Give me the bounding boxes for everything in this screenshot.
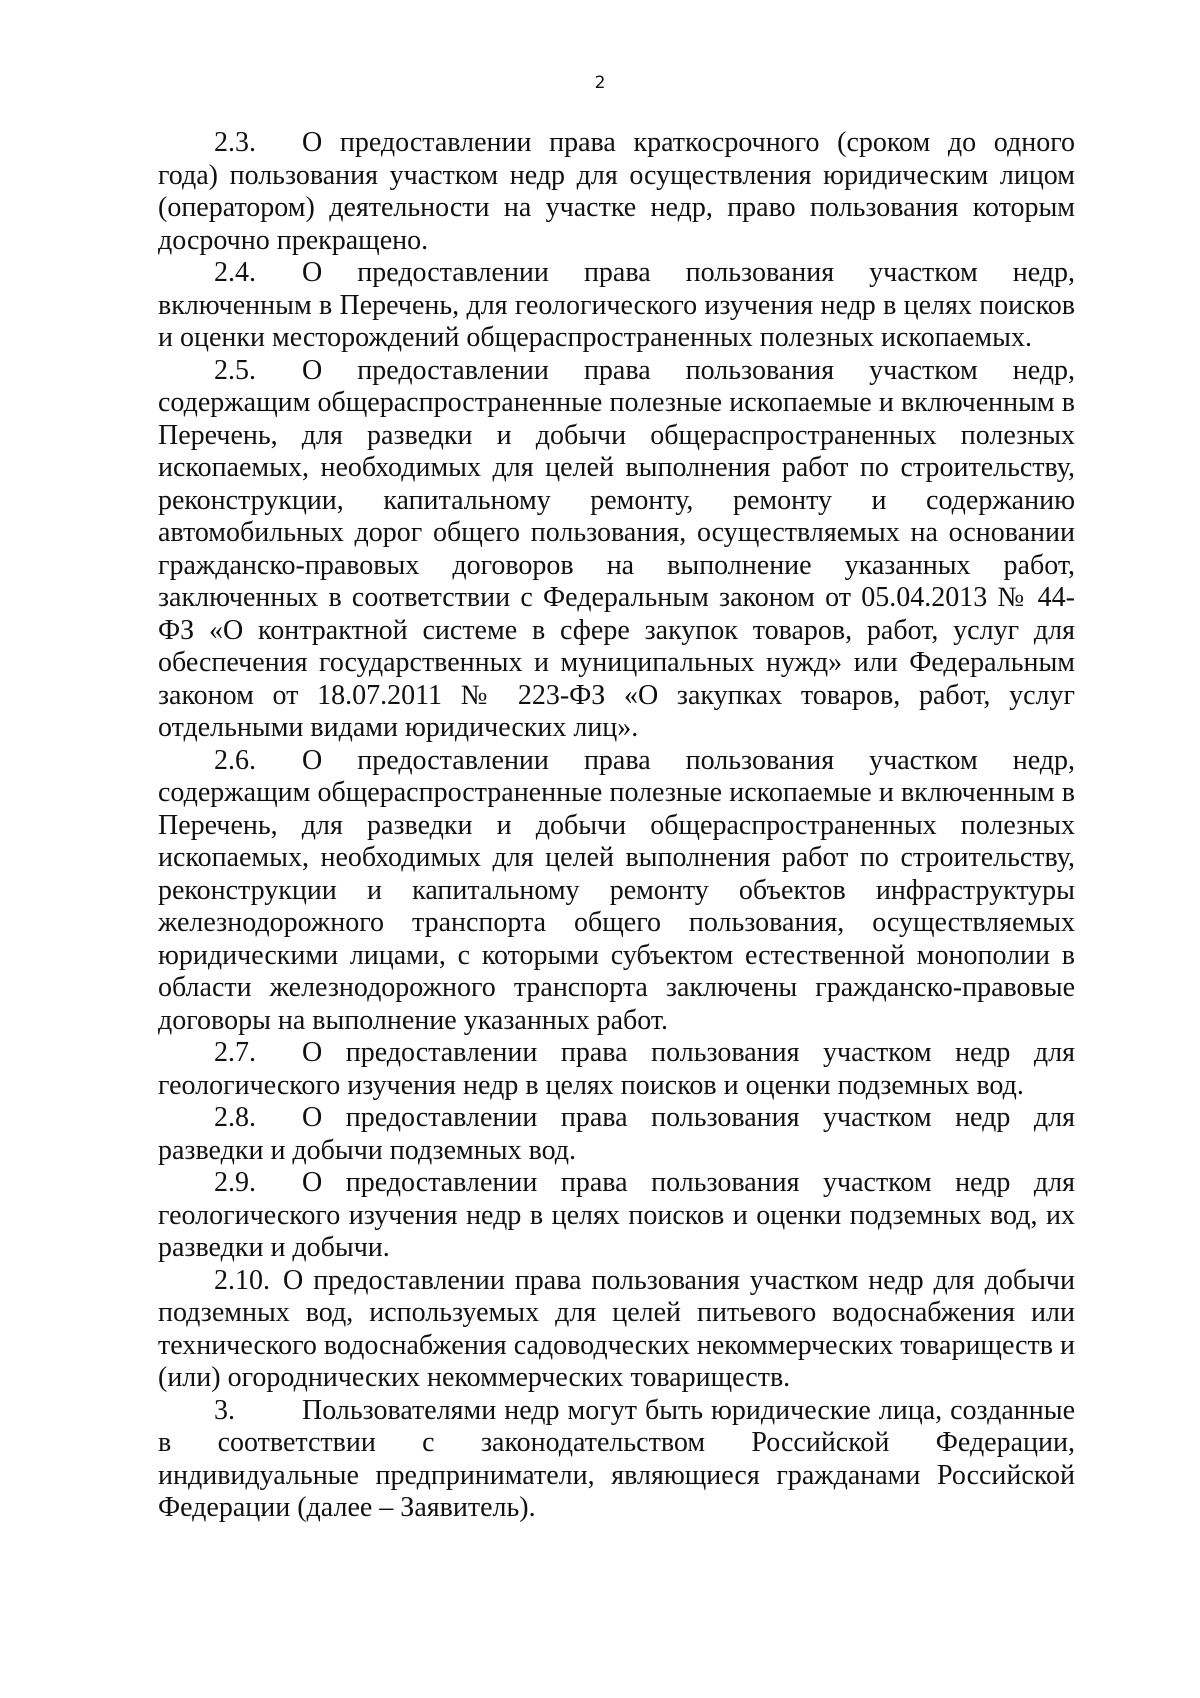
clause-number: 2.6. xyxy=(214,744,256,776)
clause-text: О предоставлении права краткосрочного (сроком до одного года) пользования участком недр для осуществления юридическим лицом (оператором) деятельности на участке недр, право пользования которым досрочно прекращено. xyxy=(158,127,1075,256)
clause-2-10 xyxy=(158,1265,1075,1395)
clause-number: 2.4. xyxy=(214,257,256,288)
clause-2-3 xyxy=(158,127,1075,257)
clause-text: О предоставлении права пользования участком недр для геологического изучения недр в целях поисков и оценки подземных вод, их разведки и добычи. xyxy=(158,1167,1075,1263)
clause-text: О предоставлении права пользования участком недр для разведки и добычи подземных вод. xyxy=(158,1102,1075,1166)
clause-number: 2.9. xyxy=(214,1167,256,1198)
clause-number: 3. xyxy=(214,1394,235,1426)
document-body xyxy=(158,127,1075,1525)
clause-text: О предоставлении права пользования участком недр, содержащим общераспространенные полезные ископаемые и включенным в Перечень, для разведки и добычи общераспространенных полезных ископаемых, необходимых для целей выполнения работ по строительству, реконструкции и капитальному ремонту объектов инфраструктуры железнодорожного транспорта общего пользования, осуществляемых юридическими лицами, с которыми субъектом естественной монополии в области железнодорожного транспорта заключены гражданско-правовые договоры на выполнение указанных работ. xyxy=(158,744,1075,1036)
clause-text: Пользователями недр могут быть юридические лица, созданные в соответствии с законодательством Российской Федерации, индивидуальные предприниматели, являющиеся гражданами Российской Федерации (далее – Заявитель). xyxy=(158,1394,1075,1523)
clause-number: 2.10. xyxy=(214,1264,270,1296)
clause-2-6 xyxy=(158,745,1075,1038)
clause-text: О предоставлении права пользования участком недр, включенным в Перечень, для геологического изучения недр в целях поисков и оценки месторождений общераспространенных полезных ископаемых. xyxy=(158,257,1075,353)
clause-number: 2.7. xyxy=(214,1037,256,1068)
clause-text: О предоставлении права пользования участком недр для добычи подземных вод, используемых для целей питьевого водоснабжения или технического водоснабжения садоводческих некоммерческих товариществ и (или) огороднических некоммерческих товариществ. xyxy=(158,1264,1075,1393)
clause-2-7 xyxy=(158,1037,1075,1102)
clause-2-4 xyxy=(158,257,1075,355)
clause-3 xyxy=(158,1395,1075,1525)
clause-2-5 xyxy=(158,355,1075,745)
clause-2-9 xyxy=(158,1167,1075,1265)
clause-number: 2.8. xyxy=(214,1102,256,1133)
clause-2-8 xyxy=(158,1102,1075,1167)
clause-number: 2.3. xyxy=(214,127,256,158)
clause-text: О предоставлении права пользования участком недр для геологического изучения недр в целях поисков и оценки подземных вод. xyxy=(158,1037,1075,1101)
clause-number: 2.5. xyxy=(214,354,256,386)
clause-text: О предоставлении права пользования участком недр, содержащим общераспространенные полезные ископаемые и включенным в Перечень, для разведки и добычи общераспространенных полезных ископаемых, необходимых для целей выполнения работ по строительству, реконструкции, капитальному ремонту, ремонту и содержанию автомобильных дорог общего пользования, осуществляемых на основании гражданско-правовых договоров на выполнение указанных работ, заключенных в соответствии с Федеральным законом от 05.04.2013 № 44-ФЗ «О контрактной системе в сфере закупок товаров, работ, услуг для обеспечения государственных и муниципальных нужд» или Федеральным законом от 18.07.2011 № 223-ФЗ «О закупках товаров, работ, услуг отдельными видами юридических лиц». xyxy=(158,354,1075,743)
page-number: 2 xyxy=(594,73,606,93)
